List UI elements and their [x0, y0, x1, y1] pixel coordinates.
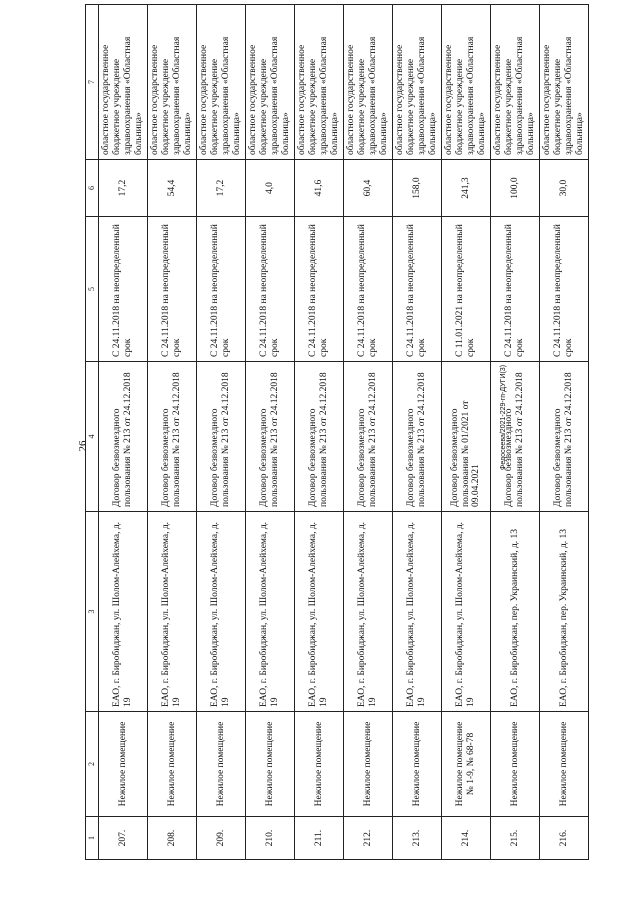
column-number: 3	[86, 512, 99, 712]
table-row	[491, 5, 540, 860]
usage-term: С 24.11.2018 на неопределенный срок	[491, 217, 540, 362]
row-number: 215.	[491, 817, 540, 860]
rights-holder: областное государственное бюджетное учреждение здравоохранения «Областная больница»	[491, 5, 540, 160]
column-number-row	[86, 5, 99, 860]
basis-document: Договор безвозмездного пользования № 213 от 24.12.2018	[393, 362, 442, 512]
usage-term: С 24.11.2018 на неопределенный срок	[295, 217, 344, 362]
usage-term: С 24.11.2018 на неопределенный срок	[344, 217, 393, 362]
object-area: 30,0	[540, 160, 589, 217]
row-number: 209.	[197, 817, 246, 860]
row-number: 211.	[295, 817, 344, 860]
column-number: 1	[86, 817, 99, 860]
rights-holder: областное государственное бюджетное учреждение здравоохранения «Областная больница»	[344, 5, 393, 160]
row-number: 208.	[148, 817, 197, 860]
column-number: 6	[86, 160, 99, 217]
object-type: Нежилое помещение	[99, 712, 148, 817]
row-number: 210.	[246, 817, 295, 860]
table-row	[148, 5, 197, 860]
object-address: ЕАО, г. Биробиджан, пер. Украинский, д. 13	[540, 512, 589, 712]
object-address: ЕАО, г. Биробиджан, ул. Шолом-Алейхема, д. 19	[99, 512, 148, 712]
object-area: 4,0	[246, 160, 295, 217]
column-number: 2	[86, 712, 99, 817]
object-address: ЕАО, г. Биробиджан, ул. Шолом-Алейхема, д. 19	[442, 512, 491, 712]
row-number: 213.	[393, 817, 442, 860]
rights-holder: областное государственное бюджетное учреждение здравоохранения «Областная больница»	[442, 5, 491, 160]
object-address: ЕАО, г. Биробиджан, ул. Шолом-Алейхема, д. 19	[246, 512, 295, 712]
object-address: ЕАО, г. Биробиджан, ул. Шолом-Алейхема, д. 19	[148, 512, 197, 712]
rights-holder: областное государственное бюджетное учреждение здравоохранения «Областная больница»	[99, 5, 148, 160]
object-area: 41,6	[295, 160, 344, 217]
table-row	[393, 5, 442, 860]
object-type: Нежилое помещение	[295, 712, 344, 817]
basis-document: Договор безвозмездного пользования № 213 от 24.12.2018	[246, 362, 295, 512]
basis-document: Договор безвозмездного пользования № 01/2021 от 09.04.2021	[442, 362, 491, 512]
object-area: 60,4	[344, 160, 393, 217]
rights-holder: областное государственное бюджетное учреждение здравоохранения «Областная больница»	[393, 5, 442, 160]
table-row	[295, 5, 344, 860]
row-number: 214.	[442, 817, 491, 860]
object-type: Нежилое помещение	[540, 712, 589, 817]
column-number: 7	[86, 5, 99, 160]
rights-holder: областное государственное бюджетное учреждение здравоохранения «Областная больница»	[246, 5, 295, 160]
usage-term: С 24.11.2018 на неопределенный срок	[393, 217, 442, 362]
basis-document: Договор безвозмездного пользования № 213 от 24.12.2018	[540, 362, 589, 512]
usage-term: С 11.01.2021 на неопределенный срок	[442, 217, 491, 362]
usage-term: С 24.11.2018 на неопределенный срок	[148, 217, 197, 362]
table-row	[442, 5, 491, 860]
object-area: 17,2	[99, 160, 148, 217]
object-area: 54,4	[148, 160, 197, 217]
object-type: Нежилое помещение № 1-9, № 68-78	[442, 712, 491, 817]
usage-term: С 24.11.2018 на неопределенный срок	[99, 217, 148, 362]
table-row	[246, 5, 295, 860]
object-type: Нежилое помещение	[491, 712, 540, 817]
table-row	[197, 5, 246, 860]
row-number: 216.	[540, 817, 589, 860]
object-address: ЕАО, г. Биробиджан, ул. Шолом-Алейхема, д. 19	[393, 512, 442, 712]
row-number: 207.	[99, 817, 148, 860]
rights-holder: областное государственное бюджетное учреждение здравоохранения «Областная больница»	[148, 5, 197, 160]
rights-holder: областное государственное бюджетное учреждение здравоохранения «Областная больница»	[197, 5, 246, 160]
rights-holder: областное государственное бюджетное учреждение здравоохранения «Областная больница»	[540, 5, 589, 160]
object-type: Нежилое помещение	[344, 712, 393, 817]
basis-document: Договор безвозмездного пользования № 213 от 24.12.2018	[344, 362, 393, 512]
object-area: 17,2	[197, 160, 246, 217]
object-area: 100,0	[491, 160, 540, 217]
object-type: Нежилое помещение	[197, 712, 246, 817]
object-address: ЕАО, г. Биробиджан, ул. Шолом-Алейхема, д. 19	[197, 512, 246, 712]
object-address: ЕАО, г. Биробиджан, пер. Украинский, д. 13	[491, 512, 540, 712]
object-type: Нежилое помещение	[246, 712, 295, 817]
object-type: Нежилое помещение	[148, 712, 197, 817]
row-number: 212.	[344, 817, 393, 860]
usage-term: С 24.11.2018 на неопределенный срок	[246, 217, 295, 362]
object-area: 158,0	[393, 160, 442, 217]
table-row	[344, 5, 393, 860]
basis-document: Договор безвозмездного пользования № 213 от 24.12.2018	[491, 362, 540, 512]
basis-document: Договор безвозмездного пользования № 213 от 24.12.2018	[148, 362, 197, 512]
property-table	[85, 4, 589, 860]
page-number: 26	[77, 440, 89, 452]
document-footer: Федосеева/2021-229-гп-ДУГИ(3)	[500, 364, 507, 470]
rights-holder: областное государственное бюджетное учреждение здравоохранения «Областная больница»	[295, 5, 344, 160]
object-address: ЕАО, г. Биробиджан, ул. Шолом-Алейхема, д. 19	[344, 512, 393, 712]
basis-document: Договор безвозмездного пользования № 213 от 24.12.2018	[295, 362, 344, 512]
usage-term: С 24.11.2018 на неопределенный срок	[540, 217, 589, 362]
basis-document: Договор безвозмездного пользования № 213 от 24.12.2018	[197, 362, 246, 512]
usage-term: С 24.11.2018 на неопределенный срок	[197, 217, 246, 362]
object-area: 241,3	[442, 160, 491, 217]
column-number: 4	[86, 362, 99, 512]
object-address: ЕАО, г. Биробиджан, ул. Шолом-Алейхема, д. 19	[295, 512, 344, 712]
column-number: 5	[86, 217, 99, 362]
basis-document: Договор безвозмездного пользования № 213 от 24.12.2018	[99, 362, 148, 512]
table-row	[99, 5, 148, 860]
object-type: Нежилое помещение	[393, 712, 442, 817]
table-row	[540, 5, 589, 860]
